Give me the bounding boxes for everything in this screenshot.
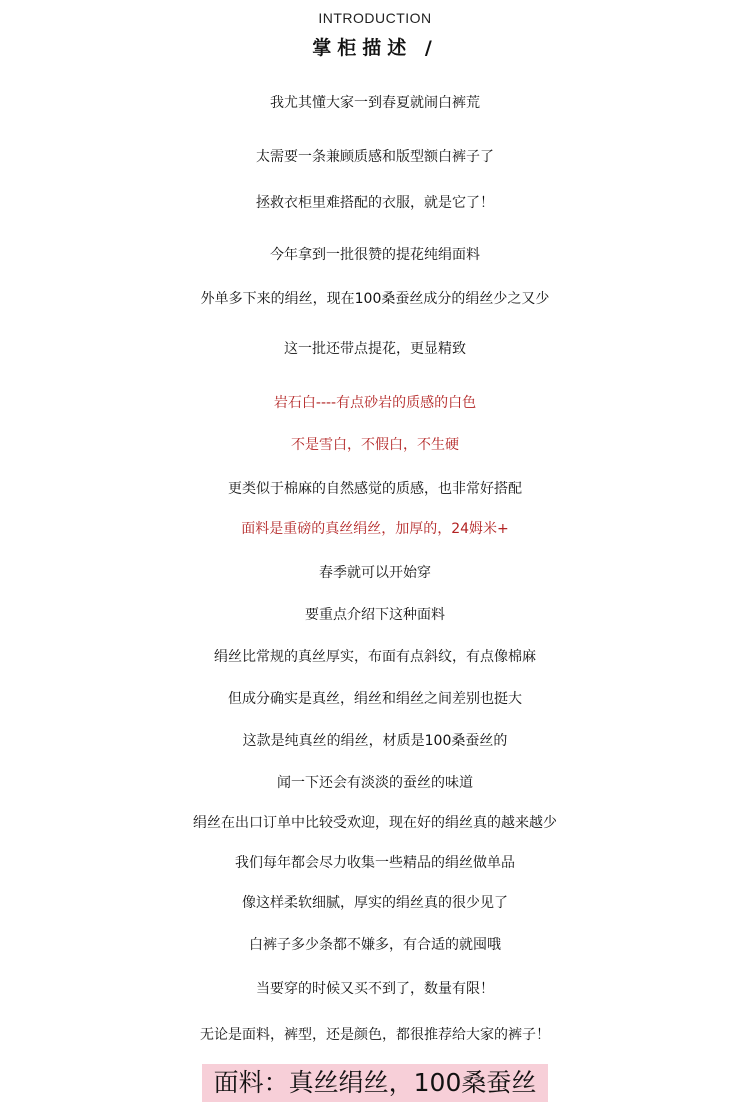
fabric-summary-badge: 面料：真丝绢丝，100桑蚕丝 [202, 1064, 549, 1102]
fabric-summary [0, 1064, 750, 1102]
description-line: 要重点介绍下这种面料 [305, 607, 445, 623]
description-line: 我们每年都会尽力收集一些精品的绢丝做单品 [235, 855, 515, 871]
description-line: 今年拿到一批很赞的提花纯绢面料 [270, 247, 480, 263]
description-line: 但成分确实是真丝，绢丝和绢丝之间差别也挺大 [228, 691, 522, 707]
description-line: 闻一下还会有淡淡的蚕丝的味道 [277, 775, 473, 791]
highlight-line-not-snow-white: 不是雪白，不假白，不生硬 [291, 437, 459, 453]
highlight-line-rock-white: 岩石白----有点砂岩的质感的白色 [273, 395, 477, 411]
description-line: 更类似于棉麻的自然感觉的质感，也非常好搭配 [228, 481, 522, 497]
description-line: 我尤其懂大家一到春夏就闹白裤荒 [270, 95, 480, 111]
description-line: 白裤子多少条都不嫌多，有合适的就囤哦 [249, 937, 501, 953]
description-line: 太需要一条兼顾质感和版型额白裤子了 [256, 149, 494, 165]
description-line: 春季就可以开始穿 [319, 565, 431, 581]
shopkeeper-description-heading: 掌柜描述 / [312, 37, 438, 59]
description-line: 像这样柔软细腻，厚实的绢丝真的很少见了 [242, 895, 508, 911]
description-line: 这款是纯真丝的绢丝，材质是100桑蚕丝的 [242, 733, 508, 749]
description-line: 无论是面料，裤型，还是颜色，都很推荐给大家的裤子！ [200, 1027, 550, 1043]
description-line: 这一批还带点提花，更显精致 [284, 341, 466, 357]
description-line: 外单多下来的绢丝，现在100桑蚕丝成分的绢丝少之又少 [200, 291, 550, 307]
highlight-line-fabric-weight: 面料是重磅的真丝绢丝，加厚的，24姆米+ [241, 521, 509, 537]
description-line: 拯救衣柜里难搭配的衣服，就是它了！ [256, 195, 494, 211]
introduction-heading: INTRODUCTION [318, 10, 432, 26]
description-line: 绢丝在出口订单中比较受欢迎，现在好的绢丝真的越来越少 [193, 815, 557, 831]
description-line: 当要穿的时候又买不到了，数量有限！ [256, 981, 494, 997]
description-line: 绢丝比常规的真丝厚实，布面有点斜纹，有点像棉麻 [214, 649, 536, 665]
